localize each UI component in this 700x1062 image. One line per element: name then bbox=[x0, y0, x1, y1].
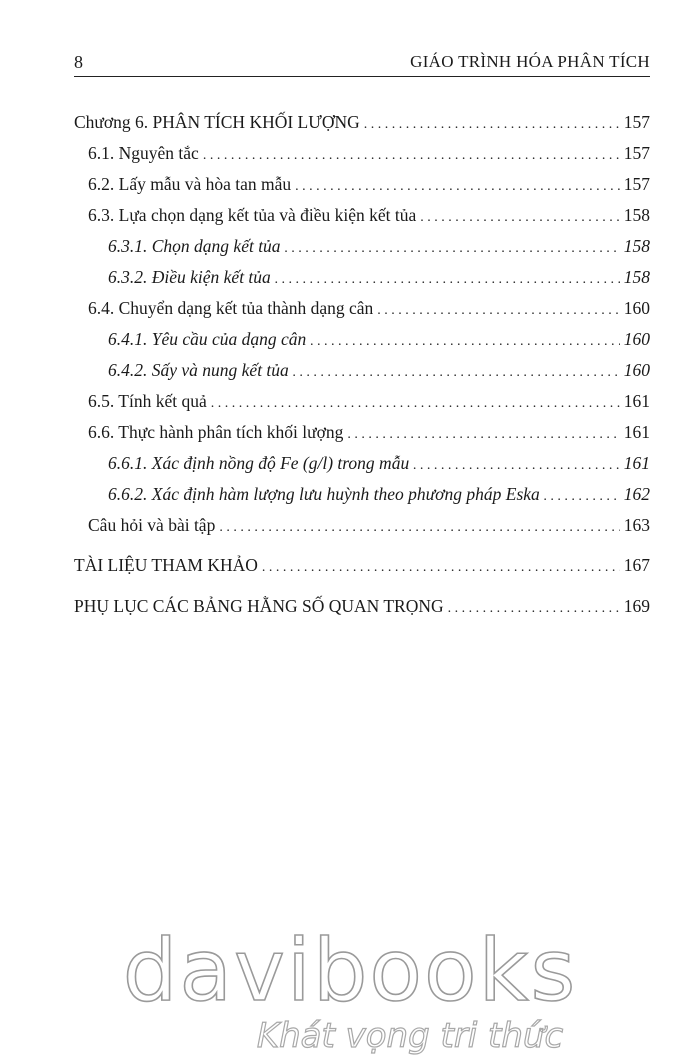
toc-entry-page: 160 bbox=[623, 298, 650, 318]
toc-leader-dots bbox=[293, 365, 620, 381]
toc-entry-label: 6.4. Chuyển dạng kết tủa thành dạng cân bbox=[88, 298, 374, 318]
toc-entry-label: Chương 6. PHÂN TÍCH KHỐI LƯỢNG bbox=[74, 112, 360, 132]
toc-entry bbox=[74, 453, 650, 479]
toc-entry-label: 6.4.2. Sấy và nung kết tủa bbox=[108, 360, 289, 380]
toc-entry-page: 167 bbox=[623, 555, 650, 575]
toc-leader-dots bbox=[377, 303, 619, 319]
toc-entry-label: Câu hỏi và bài tập bbox=[88, 515, 216, 535]
toc-leader-dots bbox=[295, 179, 620, 195]
toc-leader-dots bbox=[219, 520, 619, 536]
toc-entry-label: 6.6.2. Xác định hàm lượng lưu huỳnh theo phương pháp Eska bbox=[108, 484, 540, 504]
toc-entry bbox=[74, 267, 650, 293]
toc-leader-dots bbox=[420, 210, 619, 226]
toc-entry-label: 6.5. Tính kết quả bbox=[88, 391, 207, 411]
watermark bbox=[0, 921, 700, 1056]
toc-entry-page: 157 bbox=[623, 143, 650, 163]
toc-entry-page: 161 bbox=[623, 391, 650, 411]
watermark-slogan: Khát vọng tri thức bbox=[256, 1016, 564, 1056]
toc-entry-page: 158 bbox=[623, 267, 650, 287]
toc-leader-dots bbox=[413, 458, 620, 474]
toc-entry bbox=[74, 484, 650, 510]
toc-entry-page: 161 bbox=[623, 453, 650, 473]
toc-leader-dots bbox=[364, 117, 620, 133]
toc-entry-label: 6.3.2. Điều kiện kết tủa bbox=[108, 267, 271, 287]
toc-entry-label: PHỤ LỤC CÁC BẢNG HẰNG SỐ QUAN TRỌNG bbox=[74, 596, 444, 616]
toc-entry bbox=[74, 391, 650, 417]
toc-entry bbox=[74, 143, 650, 169]
toc-entry bbox=[74, 555, 650, 581]
toc-leader-dots bbox=[203, 148, 620, 164]
toc-entry bbox=[74, 515, 650, 541]
toc-entry-page: 160 bbox=[623, 360, 650, 380]
toc-entry-page: 161 bbox=[623, 422, 650, 442]
toc-entry bbox=[74, 422, 650, 448]
toc-entry bbox=[74, 236, 650, 262]
toc-entry bbox=[74, 596, 650, 622]
toc-entry bbox=[74, 112, 650, 138]
toc-entry-label: 6.3. Lựa chọn dạng kết tủa và điều kiện kết tủa bbox=[88, 205, 417, 225]
toc-entry-label: 6.6.1. Xác định nồng độ Fe (g/l) trong mẫu bbox=[108, 453, 410, 473]
toc-leader-dots bbox=[262, 560, 620, 576]
toc-leader-dots bbox=[285, 241, 620, 257]
toc-entry-page: 157 bbox=[623, 174, 650, 194]
toc-leader-dots bbox=[347, 427, 619, 443]
page-number: 8 bbox=[74, 52, 83, 72]
toc-leader-dots bbox=[275, 272, 620, 288]
toc-entry bbox=[74, 360, 650, 386]
toc-leader-dots bbox=[544, 489, 620, 505]
toc-entry-page: 169 bbox=[623, 596, 650, 616]
toc-entry-page: 158 bbox=[623, 205, 650, 225]
toc-entry-label: 6.6. Thực hành phân tích khối lượng bbox=[88, 422, 344, 442]
toc-leader-dots bbox=[448, 601, 620, 617]
toc-entry bbox=[74, 298, 650, 324]
toc-entry-page: 157 bbox=[623, 112, 650, 132]
page-header bbox=[74, 52, 650, 77]
toc-entry-label: 6.1. Nguyên tắc bbox=[88, 143, 199, 163]
toc-entry-label: 6.4.1. Yêu cầu của dạng cân bbox=[108, 329, 307, 349]
toc-leader-dots bbox=[211, 396, 620, 412]
toc-entry-label: 6.3.1. Chọn dạng kết tủa bbox=[108, 236, 281, 256]
toc-entry-page: 163 bbox=[623, 515, 650, 535]
toc-entry-page: 160 bbox=[623, 329, 650, 349]
toc-leader-dots bbox=[310, 334, 619, 350]
toc-entry-label: 6.2. Lấy mẫu và hòa tan mẫu bbox=[88, 174, 292, 194]
toc-entry bbox=[74, 205, 650, 231]
watermark-brand: davibooks bbox=[122, 921, 578, 1021]
toc-entry-page: 162 bbox=[623, 484, 650, 504]
toc-entry-label: TÀI LIỆU THAM KHẢO bbox=[74, 555, 258, 575]
toc-entry-page: 158 bbox=[623, 236, 650, 256]
toc-entry bbox=[74, 329, 650, 355]
toc-entry bbox=[74, 174, 650, 200]
book-title: GIÁO TRÌNH HÓA PHÂN TÍCH bbox=[410, 52, 650, 71]
